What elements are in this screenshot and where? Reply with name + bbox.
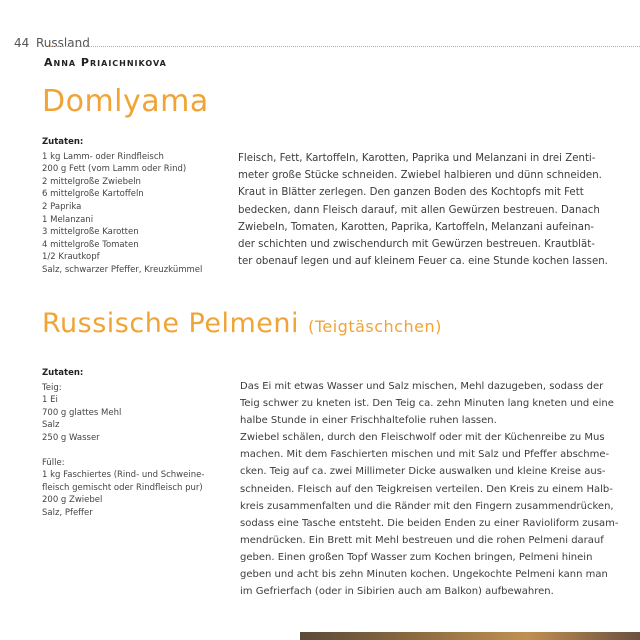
ingredient-item: 1 kg Faschiertes (Rind- und Schweine- (42, 470, 205, 481)
ingredient-item: 3 mittelgroße Karotten (42, 227, 139, 238)
ingredient-item: Salz, schwarzer Pfeffer, Kreuzkümmel (42, 264, 203, 275)
instruction-line: meter große Stücke schneiden. Zwiebel halbieren und dünn schneiden. (238, 170, 602, 182)
instruction-line: Zwiebeln, Tomaten, Karotten, Paprika, Kartoffeln, Melanzani aufeinan- (238, 221, 595, 233)
instruction-line: schneiden. Fleisch auf den Teigkreisen verteilen. Den Kreis zu einem Halb- (240, 483, 613, 495)
recipe-title-text: Domlyama (42, 84, 209, 119)
instruction-line: cken. Teig auf ca. zwei Millimeter Dicke auswalken und kleine Kreise aus- (240, 466, 606, 478)
instruction-line: der schichten und zwischendurch mit Gewürzen bestreuen. Krautblät- (238, 239, 595, 251)
ingredient-group-label: Teig: (42, 382, 62, 393)
header-divider (50, 46, 640, 47)
ingredient-item: Salz, Pfeffer (42, 507, 93, 518)
instruction-line: im Gefrierfach (oder in Sibirien auch am Balkon) aufbewahren. (240, 586, 554, 598)
ingredient-group-label: Fülle: (42, 457, 65, 468)
spacer (42, 445, 204, 457)
ingredient-item: 4 mittelgroße Tomaten (42, 239, 139, 250)
author-name: Anna Priaichnikova (44, 56, 167, 69)
ingredient-item: 2 Paprika (42, 201, 82, 212)
instructions-pelmeni (240, 378, 619, 600)
instruction-line: Das Ei mit etwas Wasser und Salz mischen, Mehl dazugeben, sodass der (240, 381, 604, 392)
instruction-line: Teig schwer zu kneten ist. Den Teig ca. zehn Minuten lang kneten und eine (240, 398, 614, 410)
ingredient-item: 1 Ei (42, 395, 58, 406)
section-title: Russland (36, 36, 90, 50)
ingredient-item: 6 mittelgroße Kartoffeln (42, 189, 144, 200)
instruction-line: bedecken, dann Fleisch darauf, mit allen Gewürzen bestreuen. Danach (238, 204, 600, 216)
instruction-line: halbe Stunde in einer Frischhaltefolie ruhen lassen. (240, 415, 497, 427)
instruction-line: geben und acht bis zehn Minuten kochen. Ungekochte Pelmeni kann man (240, 569, 608, 581)
ingredient-item: 200 g Zwiebel (42, 495, 103, 506)
instruction-line: sodass eine Tasche entsteht. Die beiden Enden zu einer Ravioliform zusam- (240, 517, 619, 529)
ingredient-item: 2 mittelgroße Zwiebeln (42, 176, 141, 187)
photo-edge (300, 632, 640, 640)
recipe-subtitle: (Teigtäschchen) (308, 317, 442, 336)
instruction-line: Zwiebel schälen, durch den Fleischwolf oder mit der Küchenreibe zu Mus (240, 432, 605, 444)
ingredient-item: 700 g glattes Mehl (42, 407, 122, 418)
page-header (14, 36, 640, 54)
ingredient-item: Salz (42, 420, 60, 431)
ingredient-item: fleisch gemischt oder Rindfleisch pur) (42, 482, 203, 493)
ingredients-domlyama (42, 136, 202, 277)
ingredient-item: 1 Melanzani (42, 214, 94, 225)
instruction-line: kreis zusammenfalten und die Ränder mit den Fingern zusammendrücken, (240, 500, 614, 512)
ingredient-item: 250 g Wasser (42, 432, 100, 443)
page-number: 44 (14, 36, 30, 50)
recipe-title-text: Russische Pelmeni (42, 308, 299, 339)
instruction-line: machen. Mit dem Faschierten mischen und mit Salz und Pfeffer abschme- (240, 449, 610, 461)
ingredient-item: 1/2 Krautkopf (42, 252, 100, 263)
instruction-line: geben. Einen großen Topf Wasser zum Kochen bringen, Pelmeni hinein (240, 551, 593, 563)
ingredients-pelmeni (42, 367, 204, 520)
instruction-line: Kraut in Blätter zerlegen. Den ganzen Boden des Kochtopfs mit Fett (238, 187, 584, 199)
recipe-title-domlyama (42, 84, 209, 119)
ingredient-item: 200 g Fett (vom Lamm oder Rind) (42, 164, 187, 175)
instruction-line: ter obenauf legen und auf kleinem Feuer ca. eine Stunde kochen lassen. (238, 256, 608, 268)
ingredients-label: Zutaten: (42, 137, 84, 147)
recipe-title-pelmeni (42, 308, 442, 339)
instruction-line: mendrücken. Ein Brett mit Mehl bestreuen und die rohen Pelmeni darauf (240, 534, 604, 546)
instruction-line: Fleisch, Fett, Kartoffeln, Karotten, Paprika und Melanzani in drei Zenti- (238, 153, 596, 164)
instructions-domlyama (238, 150, 610, 270)
ingredient-item: 1 kg Lamm- oder Rindfleisch (42, 151, 164, 162)
ingredients-label: Zutaten: (42, 368, 84, 378)
